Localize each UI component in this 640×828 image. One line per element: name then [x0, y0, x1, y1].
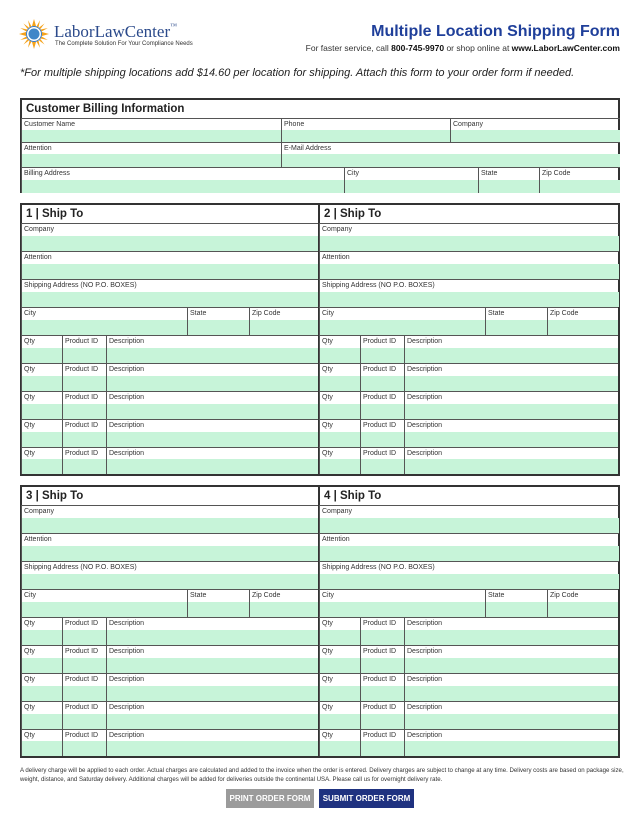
- print-order-form-button[interactable]: PRINT ORDER FORM: [226, 789, 314, 808]
- field-label: Company: [453, 121, 483, 128]
- field-label: State: [190, 310, 207, 317]
- billing-city-field[interactable]: [344, 167, 478, 193]
- field-label: Qty: [322, 366, 333, 373]
- field-label: Product ID: [363, 450, 397, 457]
- line-item-description-field[interactable]: [404, 645, 618, 673]
- ship-to-section-2: [318, 203, 620, 476]
- field-label: Qty: [322, 394, 333, 401]
- field-label: Product ID: [65, 450, 99, 457]
- line-item-qty-field[interactable]: [21, 419, 62, 447]
- ship-state-field[interactable]: [485, 307, 547, 335]
- field-label: Description: [407, 704, 443, 711]
- field-label: Attention: [24, 145, 52, 152]
- field-label: Description: [407, 394, 443, 401]
- billing-title: Customer Billing Information: [26, 103, 185, 115]
- field-label: Description: [407, 338, 443, 345]
- ship-state-field[interactable]: [485, 589, 547, 617]
- line-item-qty-field[interactable]: [319, 645, 360, 673]
- line-item-qty-field[interactable]: [319, 447, 360, 474]
- line-item-description-field[interactable]: [404, 701, 618, 729]
- phone-number[interactable]: 800-745-9970: [391, 43, 445, 53]
- field-label: Qty: [322, 732, 333, 739]
- line-item-description-field[interactable]: [106, 729, 320, 756]
- website-link[interactable]: www.LaborLawCenter.com: [511, 43, 620, 53]
- field-label: Description: [109, 732, 145, 739]
- field-label: Description: [407, 620, 443, 627]
- field-label: Description: [109, 620, 145, 627]
- field-label: Product ID: [65, 676, 99, 683]
- ship-attention-field[interactable]: [319, 251, 619, 279]
- field-label: State: [190, 592, 207, 599]
- line-item-product-id-field[interactable]: [360, 363, 404, 391]
- field-label: Zip Code: [550, 592, 579, 599]
- field-label: Description: [109, 422, 145, 429]
- field-label: E-Mail Address: [284, 145, 332, 152]
- ship-attention-field[interactable]: [21, 251, 321, 279]
- header: [0, 0, 640, 60]
- line-item-description-field[interactable]: [106, 701, 320, 729]
- ship-company-field[interactable]: [21, 223, 321, 251]
- field-label: Description: [109, 704, 145, 711]
- ship-address-field[interactable]: [319, 279, 619, 307]
- line-item-description-field[interactable]: [404, 447, 618, 474]
- customer-name-field[interactable]: [21, 118, 281, 142]
- field-label: Qty: [24, 422, 35, 429]
- ship-city-field[interactable]: [319, 307, 485, 335]
- line-item-product-id-field[interactable]: [62, 419, 106, 447]
- page-title: Multiple Location Shipping Form: [371, 23, 620, 40]
- field-label: Product ID: [363, 620, 397, 627]
- field-label: Company: [322, 226, 352, 233]
- contact-line: For faster service, call 800-745-9970 or shop online at www.LaborLawCenter.com: [305, 43, 620, 53]
- field-label: Qty: [322, 704, 333, 711]
- field-label: Phone: [284, 121, 305, 128]
- line-item-qty-field[interactable]: [319, 335, 360, 363]
- line-item-product-id-field[interactable]: [360, 617, 404, 645]
- line-item-description-field[interactable]: [404, 335, 618, 363]
- logo-name: LaborLawCenter™: [54, 22, 177, 41]
- line-item-description-field[interactable]: [106, 645, 320, 673]
- ship-attention-field[interactable]: [319, 533, 619, 561]
- line-item-qty-field[interactable]: [21, 645, 62, 673]
- field-label: Qty: [322, 450, 333, 457]
- ship-company-field[interactable]: [21, 505, 321, 533]
- ship-to-title: 2 | Ship To: [324, 208, 382, 220]
- line-item-qty-field[interactable]: [21, 617, 62, 645]
- field-label: Product ID: [363, 648, 397, 655]
- phone-field[interactable]: [281, 118, 450, 142]
- field-label: Qty: [24, 620, 35, 627]
- field-label: Product ID: [65, 422, 99, 429]
- line-item-qty-field[interactable]: [319, 673, 360, 701]
- company-field[interactable]: [450, 118, 620, 142]
- line-item-qty-field[interactable]: [21, 335, 62, 363]
- line-item-description-field[interactable]: [404, 617, 618, 645]
- field-label: Description: [109, 338, 145, 345]
- sun-logo-icon: [18, 18, 50, 50]
- field-label: Qty: [24, 704, 35, 711]
- line-item-description-field[interactable]: [106, 335, 320, 363]
- line-item-product-id-field[interactable]: [360, 729, 404, 756]
- field-label: Attention: [24, 536, 52, 543]
- line-item-description-field[interactable]: [106, 391, 320, 419]
- field-label: Description: [109, 450, 145, 457]
- line-item-qty-field[interactable]: [319, 701, 360, 729]
- field-label: Qty: [24, 676, 35, 683]
- field-label: Qty: [322, 422, 333, 429]
- field-label: Zip Code: [252, 310, 281, 317]
- field-label: Description: [407, 676, 443, 683]
- field-label: City: [322, 310, 335, 317]
- billing-address-field[interactable]: [21, 167, 344, 193]
- field-label: State: [488, 592, 505, 599]
- ship-state-field[interactable]: [187, 307, 249, 335]
- line-item-qty-field[interactable]: [319, 419, 360, 447]
- field-label: Description: [109, 648, 145, 655]
- line-item-description-field[interactable]: [404, 729, 618, 756]
- field-label: Qty: [24, 732, 35, 739]
- field-label: Qty: [24, 450, 35, 457]
- field-label: City: [24, 592, 37, 599]
- line-item-product-id-field[interactable]: [360, 447, 404, 474]
- field-label: State: [481, 170, 498, 177]
- ship-zip-field[interactable]: [249, 307, 320, 335]
- field-label: Description: [407, 648, 443, 655]
- field-label: Product ID: [363, 704, 397, 711]
- field-label: Description: [109, 394, 145, 401]
- line-item-product-id-field[interactable]: [62, 617, 106, 645]
- line-item-description-field[interactable]: [404, 391, 618, 419]
- line-item-product-id-field[interactable]: [62, 391, 106, 419]
- field-label: Product ID: [363, 366, 397, 373]
- line-item-qty-field[interactable]: [21, 673, 62, 701]
- field-label: City: [24, 310, 37, 317]
- field-label: Description: [407, 366, 443, 373]
- field-label: Attention: [322, 254, 350, 261]
- field-label: Customer Name: [24, 121, 75, 128]
- field-label: Product ID: [363, 732, 397, 739]
- field-label: Shipping Address (NO P.O. BOXES): [24, 564, 137, 571]
- line-item-description-field[interactable]: [106, 419, 320, 447]
- ship-to-section-3: [20, 485, 322, 758]
- field-label: Product ID: [363, 394, 397, 401]
- attention-field[interactable]: [21, 142, 281, 167]
- ship-zip-field[interactable]: [547, 307, 618, 335]
- ship-state-field[interactable]: [187, 589, 249, 617]
- line-item-qty-field[interactable]: [319, 617, 360, 645]
- field-label: Billing Address: [24, 170, 70, 177]
- field-label: Product ID: [65, 338, 99, 345]
- line-item-product-id-field[interactable]: [62, 447, 106, 474]
- line-item-description-field[interactable]: [404, 363, 618, 391]
- line-item-description-field[interactable]: [106, 447, 320, 474]
- line-item-qty-field[interactable]: [319, 729, 360, 756]
- shipping-note: *For multiple shipping locations add $14.60 per location for shipping. Attach this form to your order form if needed.: [20, 67, 575, 79]
- submit-order-form-button[interactable]: SUBMIT ORDER FORM: [319, 789, 414, 808]
- field-label: Qty: [24, 648, 35, 655]
- line-item-qty-field[interactable]: [319, 391, 360, 419]
- field-label: Product ID: [65, 394, 99, 401]
- field-label: Product ID: [363, 338, 397, 345]
- customer-billing-section: [20, 98, 620, 193]
- ship-to-section-4: [318, 485, 620, 758]
- ship-address-field[interactable]: [21, 561, 321, 589]
- field-label: Attention: [322, 536, 350, 543]
- delivery-disclaimer: A delivery charge will be applied to each order. Actual charges are calculated and added to the invoice when the order is entered. Delivery charges are subject to change at any time. Delivery costs are based on package size, weight, distance, and Saturday delivery. Additional charges will be added for deliveries outside the continental USA. Please call us for overnight delivery rate.: [20, 767, 624, 783]
- field-label: Company: [24, 226, 54, 233]
- field-label: Description: [109, 366, 145, 373]
- field-label: Zip Code: [550, 310, 579, 317]
- field-label: Qty: [24, 366, 35, 373]
- line-item-qty-field[interactable]: [21, 391, 62, 419]
- line-item-product-id-field[interactable]: [62, 729, 106, 756]
- line-item-description-field[interactable]: [106, 617, 320, 645]
- field-label: Product ID: [363, 422, 397, 429]
- field-label: Qty: [322, 648, 333, 655]
- ship-city-field[interactable]: [21, 589, 187, 617]
- field-label: Shipping Address (NO P.O. BOXES): [322, 564, 435, 571]
- ship-zip-field[interactable]: [249, 589, 320, 617]
- field-label: Company: [24, 508, 54, 515]
- line-item-product-id-field[interactable]: [360, 701, 404, 729]
- field-label: Zip Code: [252, 592, 281, 599]
- field-label: Product ID: [65, 620, 99, 627]
- billing-state-field[interactable]: [478, 167, 539, 193]
- line-item-description-field[interactable]: [404, 673, 618, 701]
- field-label: Qty: [322, 676, 333, 683]
- line-item-qty-field[interactable]: [319, 363, 360, 391]
- field-label: Zip Code: [542, 170, 571, 177]
- ship-company-field[interactable]: [319, 505, 619, 533]
- field-label: Qty: [24, 338, 35, 345]
- line-item-product-id-field[interactable]: [360, 645, 404, 673]
- ship-attention-field[interactable]: [21, 533, 321, 561]
- line-item-product-id-field[interactable]: [62, 701, 106, 729]
- field-label: City: [322, 592, 335, 599]
- field-label: Description: [407, 422, 443, 429]
- line-item-product-id-field[interactable]: [360, 335, 404, 363]
- line-item-qty-field[interactable]: [21, 363, 62, 391]
- field-label: Qty: [24, 394, 35, 401]
- ship-company-field[interactable]: [319, 223, 619, 251]
- ship-zip-field[interactable]: [547, 589, 618, 617]
- line-item-product-id-field[interactable]: [62, 673, 106, 701]
- line-item-product-id-field[interactable]: [62, 335, 106, 363]
- ship-to-section-1: [20, 203, 322, 476]
- field-label: Product ID: [65, 732, 99, 739]
- field-label: Qty: [322, 338, 333, 345]
- line-item-product-id-field[interactable]: [360, 419, 404, 447]
- field-label: Description: [407, 450, 443, 457]
- field-label: Product ID: [65, 648, 99, 655]
- ship-address-field[interactable]: [319, 561, 619, 589]
- line-item-product-id-field[interactable]: [62, 363, 106, 391]
- field-label: State: [488, 310, 505, 317]
- line-item-description-field[interactable]: [106, 363, 320, 391]
- line-item-description-field[interactable]: [404, 419, 618, 447]
- field-label: Attention: [24, 254, 52, 261]
- ship-to-title: 4 | Ship To: [324, 490, 382, 502]
- ship-city-field[interactable]: [319, 589, 485, 617]
- ship-address-field[interactable]: [21, 279, 321, 307]
- field-label: Description: [109, 676, 145, 683]
- ship-city-field[interactable]: [21, 307, 187, 335]
- line-item-product-id-field[interactable]: [360, 391, 404, 419]
- line-item-qty-field[interactable]: [21, 701, 62, 729]
- line-item-product-id-field[interactable]: [360, 673, 404, 701]
- field-label: Description: [407, 732, 443, 739]
- field-label: Shipping Address (NO P.O. BOXES): [322, 282, 435, 289]
- line-item-description-field[interactable]: [106, 673, 320, 701]
- ship-to-title: 3 | Ship To: [26, 490, 84, 502]
- logo-tagline: The Complete Solution For Your Compliance Needs: [55, 41, 193, 47]
- ship-to-title: 1 | Ship To: [26, 208, 84, 220]
- field-label: Product ID: [65, 704, 99, 711]
- billing-zip-field[interactable]: [539, 167, 620, 193]
- field-label: Product ID: [363, 676, 397, 683]
- line-item-qty-field[interactable]: [21, 447, 62, 474]
- email-field[interactable]: [281, 142, 620, 167]
- field-label: Qty: [322, 620, 333, 627]
- line-item-qty-field[interactable]: [21, 729, 62, 756]
- logo: [18, 18, 218, 54]
- field-label: Product ID: [65, 366, 99, 373]
- field-label: Shipping Address (NO P.O. BOXES): [24, 282, 137, 289]
- line-item-product-id-field[interactable]: [62, 645, 106, 673]
- field-label: City: [347, 170, 360, 177]
- field-label: Company: [322, 508, 352, 515]
